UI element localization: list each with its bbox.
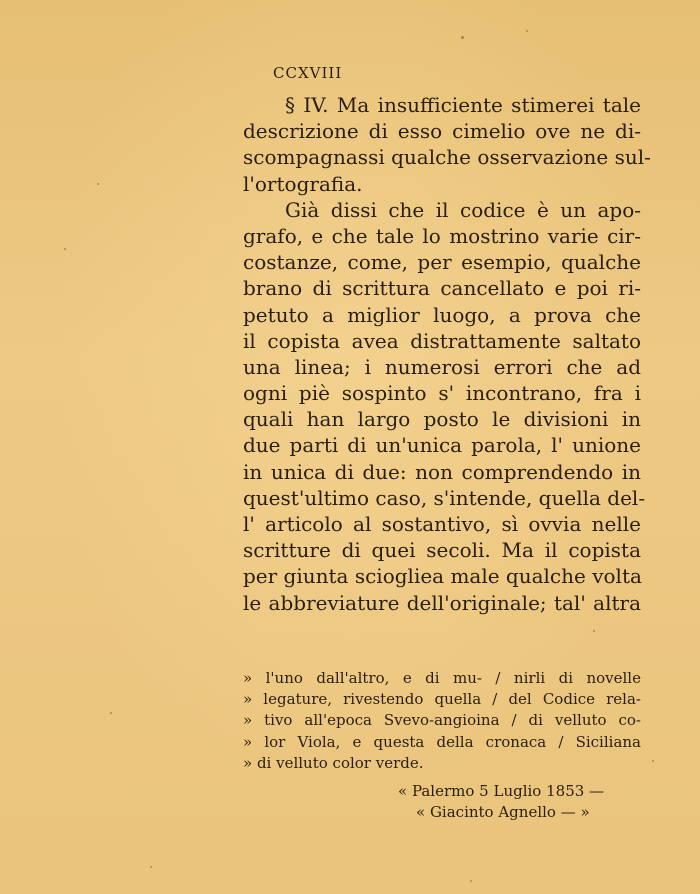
footnote [243, 668, 641, 774]
text-line: l'ortografia. [243, 171, 363, 196]
paper-speck [110, 712, 112, 714]
text-line: grafo, e che tale lo mostrino varie cir- [243, 223, 641, 248]
text-line: due parti di un'unica parola, l' unione [243, 433, 641, 458]
footnote-line: » lor Viola, e questa della cronaca / Siciliana [243, 732, 641, 751]
text-line: il copista avea distrattamente saltato [243, 328, 641, 353]
text-line: brano di scrittura cancellato e poi ri- [243, 276, 641, 301]
text-line: l' articolo al sostantivo, sì ovvia nelle [243, 512, 641, 536]
page-number: CCXVIII [273, 64, 343, 82]
text-line: § IV. Ma insufficiente stimerei tale [285, 93, 641, 117]
paper-speck [150, 866, 152, 868]
signature-place-date: « Palermo 5 Luglio 1853 — [398, 782, 605, 800]
text-line: scompagnassi qualche osservazione sul- [243, 145, 651, 170]
paper-speck [593, 630, 595, 632]
text-line: le abbreviature dell'originale; tal' altra [243, 590, 641, 615]
signature-name: « Giacinto Agnello — » [416, 803, 590, 821]
text-line: in unica di due: non comprendendo in [243, 459, 641, 484]
body-text [243, 92, 651, 616]
paper-speck [97, 183, 99, 185]
text-line: scritture di quei secoli. Ma il copista [243, 538, 641, 563]
paper-speck [652, 760, 654, 762]
text-line: costanze, come, per esempio, qualche [243, 250, 641, 275]
text-line: ogni piè sospinto s' incontrano, fra i [243, 381, 641, 406]
paper-speck [470, 880, 472, 882]
text-line: quest'ultimo caso, s'intende, quella del- [243, 485, 646, 510]
paper-speck [526, 30, 528, 32]
text-line: petuto a miglior luogo, a prova che [243, 302, 641, 327]
footnote-line: » tivo all'epoca Svevo-angioina / di velluto co- [243, 711, 641, 730]
text-line: quali han largo posto le divisioni in [243, 407, 641, 432]
footnote-line: » l'uno dall'altro, e di mu- / nirli di novelle [243, 669, 641, 687]
footnote-line: » di velluto color verde. [243, 753, 424, 772]
paper-speck [64, 248, 66, 250]
footnote-line: » legature, rivestendo quella / del Codice rela- [243, 690, 641, 709]
text-line: una linea; i numerosi errori che ad [243, 354, 641, 379]
text-line: Già dissi che il codice è un apo- [285, 197, 641, 222]
paper-speck [461, 36, 464, 39]
text-line: descrizione di esso cimelio ove ne di- [243, 119, 641, 144]
text-line: per giunta scioglieа male qualche volta [243, 564, 642, 589]
